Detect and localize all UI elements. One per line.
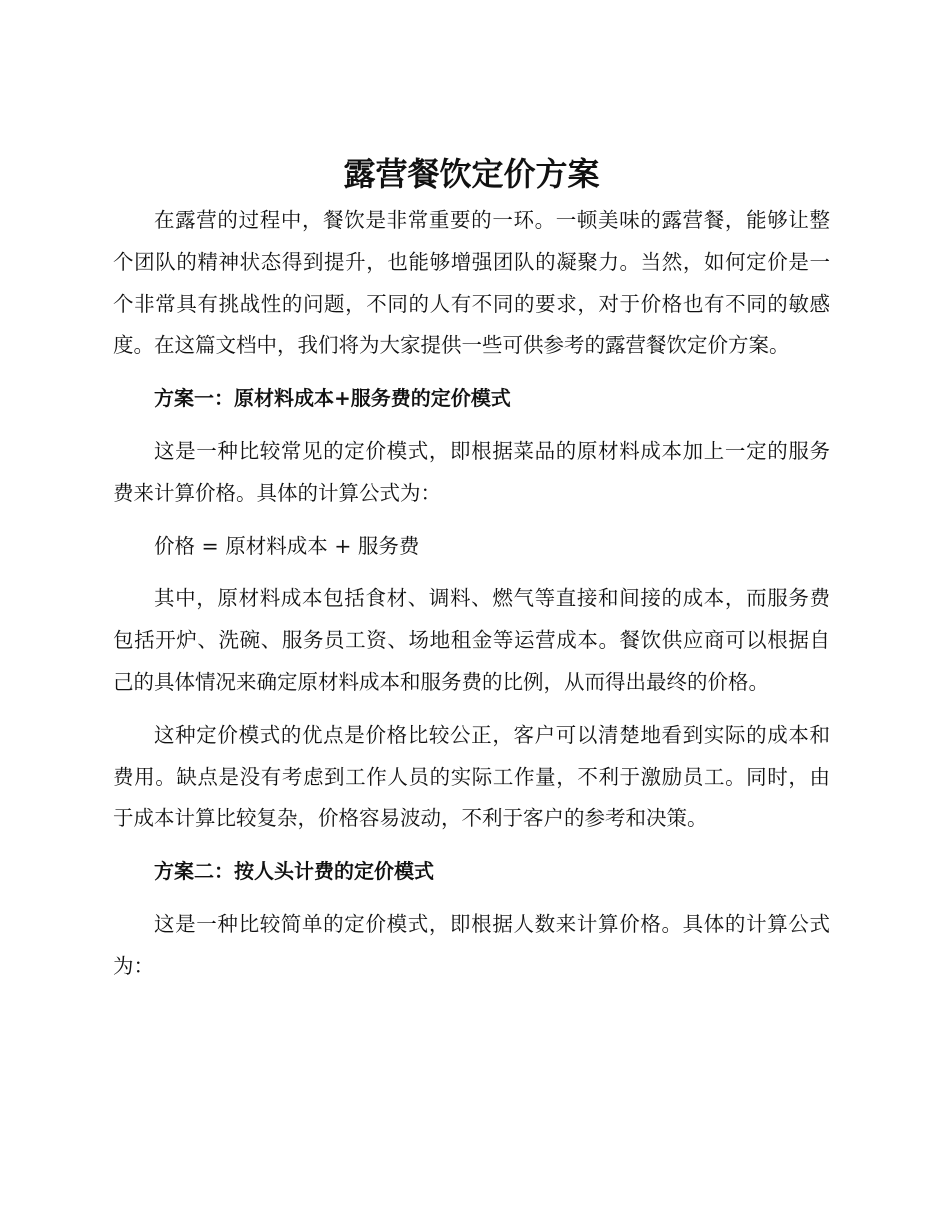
plan1-paragraph-1: 这是一种比较常见的定价模式，即根据菜品的原材料成本加上一定的服务费来计算价格。具体的计算公式为： [113,438,830,505]
document-title: 露营餐饮定价方案 [343,155,600,193]
plan1-heading: 方案一：原材料成本+服务费的定价模式 [154,386,511,411]
plan2-paragraph-1: 这是一种比较简单的定价模式，即根据人数来计算价格。具体的计算公式为： [113,911,830,978]
intro-paragraph: 在露营的过程中，餐饮是非常重要的一环。一顿美味的露营餐，能够让整个团队的精神状态得到提升，也能够增强团队的凝聚力。当然，如何定价是一个非常具有挑战性的问题，不同的人有不同的要求，对于价格也有不同的敏感度。在这篇文档中，我们将为大家提供一些可供参考的露营餐饮定价方案。 [113,208,830,358]
plan1-paragraph-2: 其中，原材料成本包括食材、调料、燃气等直接和间接的成本，而服务费包括开炉、洗碗、服务员工资、场地租金等运营成本。餐饮供应商可以根据自己的具体情况来确定原材料成本和服务费的比例，从而得出最终的价格。 [113,586,830,694]
plan1-formula: 价格 = 原材料成本 + 服务费 [154,533,420,558]
document-page [113,152,830,999]
plan2-heading: 方案二：按人头计费的定价模式 [154,859,434,884]
plan1-paragraph-3: 这种定价模式的优点是价格比较公正，客户可以清楚地看到实际的成本和费用。缺点是没有考虑到工作人员的实际工作量，不利于激励员工。同时，由于成本计算比较复杂，价格容易波动，不利于客户的参考和决策。 [113,722,830,831]
